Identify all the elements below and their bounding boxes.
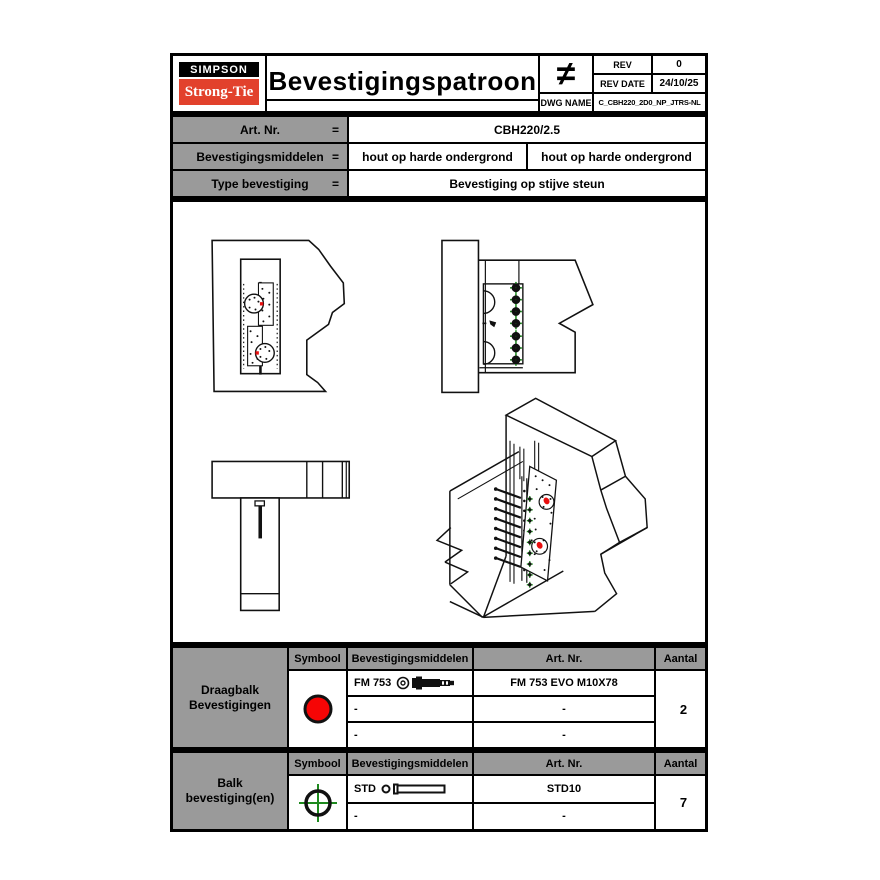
t1-row2-middel: - — [348, 697, 472, 721]
middelen-value-2: hout op harde ondergrond — [528, 144, 705, 169]
green-crosshair-icon — [296, 781, 340, 825]
red-circle-icon — [301, 692, 335, 726]
fm753-anchor-icon — [396, 675, 458, 691]
simpson-strongtie-logo — [173, 56, 265, 111]
type-value: Bevestiging op stijve steun — [349, 171, 705, 196]
rev-date-label: REV DATE — [594, 75, 651, 92]
t1-row1-middel: FM 753 — [348, 671, 472, 695]
t1-row2-art: - — [474, 697, 654, 721]
equals-sign: = — [331, 176, 339, 191]
t1-aantal-cell: 2 — [656, 671, 705, 747]
equals-sign: = — [331, 149, 339, 164]
t1-header-symbool: Symbool — [289, 648, 346, 669]
std-screw-icon — [381, 782, 447, 796]
t1-header-aantal: Aantal — [656, 648, 705, 669]
isometric-view-drawing — [437, 398, 647, 617]
t2-header-aantal: Aantal — [656, 753, 705, 774]
article-info-table — [170, 114, 708, 199]
art-nr-label-cell: Art. Nr. = — [173, 117, 347, 142]
t2-row1-middel: STD — [348, 776, 472, 802]
t2-header-symbool: Symbool — [289, 753, 346, 774]
sheet-title: Bevestigingspatroon — [267, 56, 538, 111]
logo-strongtie-text: Strong-Tie — [179, 79, 259, 105]
dwg-name-label: DWG NAME — [540, 94, 592, 111]
draagbalk-symbol-cell — [289, 671, 346, 747]
bevestigingsmiddelen-label-cell: Bevestigingsmiddelen = — [173, 144, 347, 169]
t2-aantal-cell: 7 — [656, 776, 705, 829]
drawing-area — [170, 199, 708, 645]
t1-row1-art: FM 753 EVO M10X78 — [474, 671, 654, 695]
balk-symbol-cell — [289, 776, 346, 829]
balk-fasteners-table — [170, 750, 708, 832]
rev-value: 0 — [653, 56, 705, 73]
middelen-value-1: hout op harde ondergrond — [349, 144, 526, 169]
t1-row3-art: - — [474, 723, 654, 747]
revision-block — [540, 56, 705, 111]
t1-header-middelen: Bevestigingsmiddelen — [348, 648, 472, 669]
side-view-drawing — [442, 240, 593, 392]
t2-row1-art: STD10 — [474, 776, 654, 802]
t2-header-art: Art. Nr. — [474, 753, 654, 774]
plan-view-drawing — [212, 240, 344, 391]
technical-drawing — [173, 202, 705, 642]
title-block — [170, 53, 708, 114]
art-nr-value: CBH220/2.5 — [349, 117, 705, 142]
balk-row-label: Balk bevestiging(en) — [173, 753, 287, 829]
rev-date-value: 24/10/25 — [653, 75, 705, 92]
type-bevestiging-label-cell: Type bevestiging = — [173, 171, 347, 196]
t1-row3-middel: - — [348, 723, 472, 747]
t2-row2-middel: - — [348, 804, 472, 830]
logo-simpson-text: SIMPSON — [179, 62, 259, 77]
draagbalk-row-label: Draagbalk Bevestigingen — [173, 648, 287, 747]
equals-sign: = — [331, 122, 339, 137]
t2-header-middelen: Bevestigingsmiddelen — [348, 753, 472, 774]
t2-row2-art: - — [474, 804, 654, 830]
draagbalk-fasteners-table — [170, 645, 708, 750]
not-equal-icon: ≠ — [540, 56, 592, 92]
t1-header-art: Art. Nr. — [474, 648, 654, 669]
rev-label: REV — [594, 56, 651, 73]
front-view-drawing — [212, 461, 349, 610]
dwg-name-value: C_CBH220_2D0_NP_JTRS-NL — [594, 94, 705, 111]
